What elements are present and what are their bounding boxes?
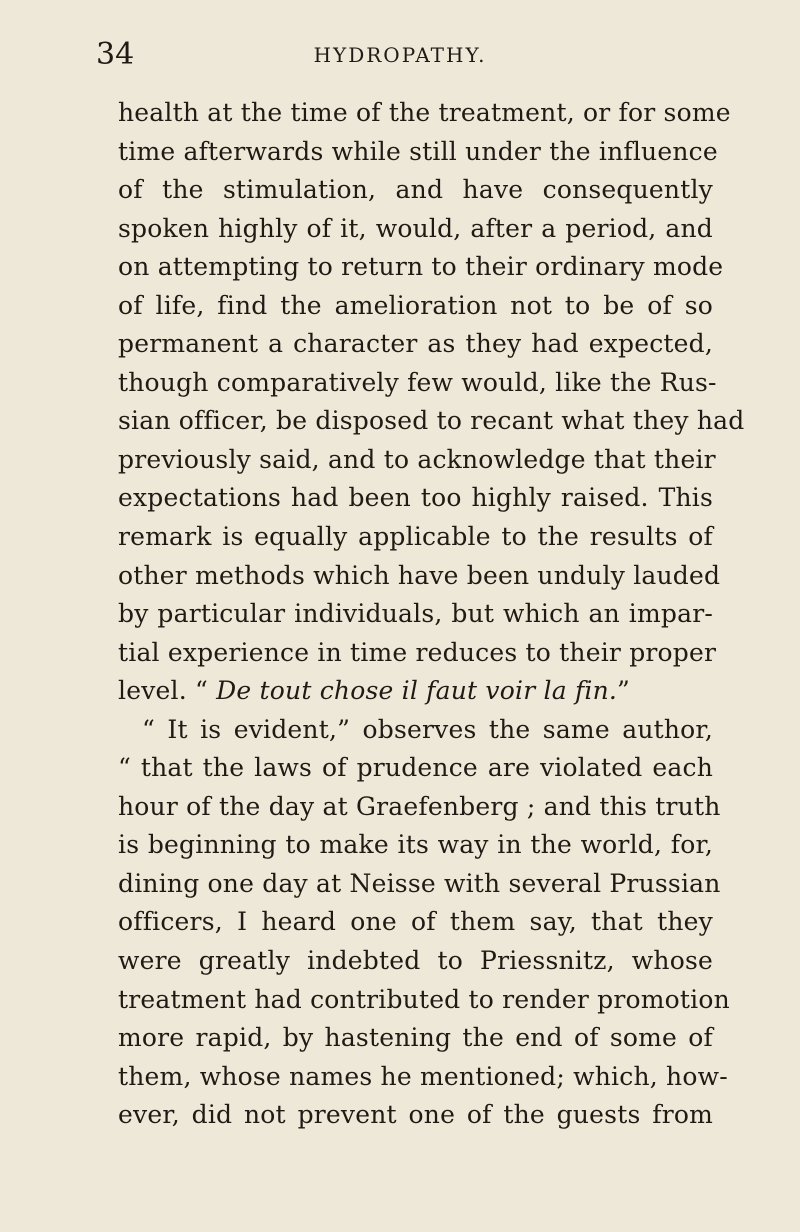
text-line: were greatly indebted to Priessnitz, whose bbox=[118, 946, 713, 976]
text-line: ever, did not prevent one of the guests from bbox=[118, 1100, 713, 1130]
text-line: hour of the day at Graefenberg ; and this truth bbox=[118, 791, 721, 821]
quote-suffix: ” bbox=[617, 676, 631, 706]
page-number: 34 bbox=[96, 37, 135, 72]
paragraph-first-line: “ It is evident,” observes the same author, bbox=[142, 714, 713, 744]
text-line: expectations had been too highly raised. This bbox=[118, 483, 713, 513]
text-line: remark is equally applicable to the results of bbox=[118, 522, 713, 552]
body-text bbox=[118, 94, 745, 1135]
text-line: is beginning to make its way in the world, for, bbox=[118, 830, 713, 860]
text-line: sian officer, be disposed to recant what they had bbox=[118, 406, 745, 436]
french-quote: De tout chose il faut voir la fin. bbox=[216, 676, 618, 706]
text-line: more rapid, by hastening the end of some of bbox=[118, 1023, 713, 1053]
text-line: “ that the laws of prudence are violated each bbox=[118, 753, 713, 783]
text-line: of life, find the amelioration not to be of so bbox=[118, 290, 713, 320]
text-line: dining one day at Neisse with several Prussian bbox=[118, 868, 721, 898]
text-line: previously said, and to acknowledge that their bbox=[118, 444, 716, 474]
text-line: other methods which have been unduly lauded bbox=[118, 560, 721, 590]
text-line: them, whose names he mentioned; which, how- bbox=[118, 1061, 728, 1091]
text-line: on attempting to return to their ordinary mode bbox=[118, 252, 724, 282]
text-line: treatment had contributed to render promotion bbox=[118, 984, 730, 1014]
text-line: of the stimulation, and have consequently bbox=[118, 175, 713, 205]
quote-prefix: level. “ bbox=[118, 676, 217, 706]
text-line: spoken highly of it, would, after a period, and bbox=[118, 213, 713, 243]
text-line: health at the time of the treatment, or for some bbox=[118, 98, 731, 127]
text-line: permanent a character as they had expected, bbox=[118, 329, 713, 359]
text-line: though comparatively few would, like the Rus- bbox=[118, 367, 717, 397]
text-line: officers, I heard one of them say, that they bbox=[118, 907, 713, 937]
text-line: time afterwards while still under the influence bbox=[118, 136, 718, 166]
text-line: by particular individuals, but which an impar- bbox=[118, 599, 713, 629]
text-line: tial experience in time reduces to their proper bbox=[118, 637, 717, 667]
quote-line bbox=[118, 672, 713, 711]
running-title: HYDROPATHY. bbox=[313, 43, 487, 67]
